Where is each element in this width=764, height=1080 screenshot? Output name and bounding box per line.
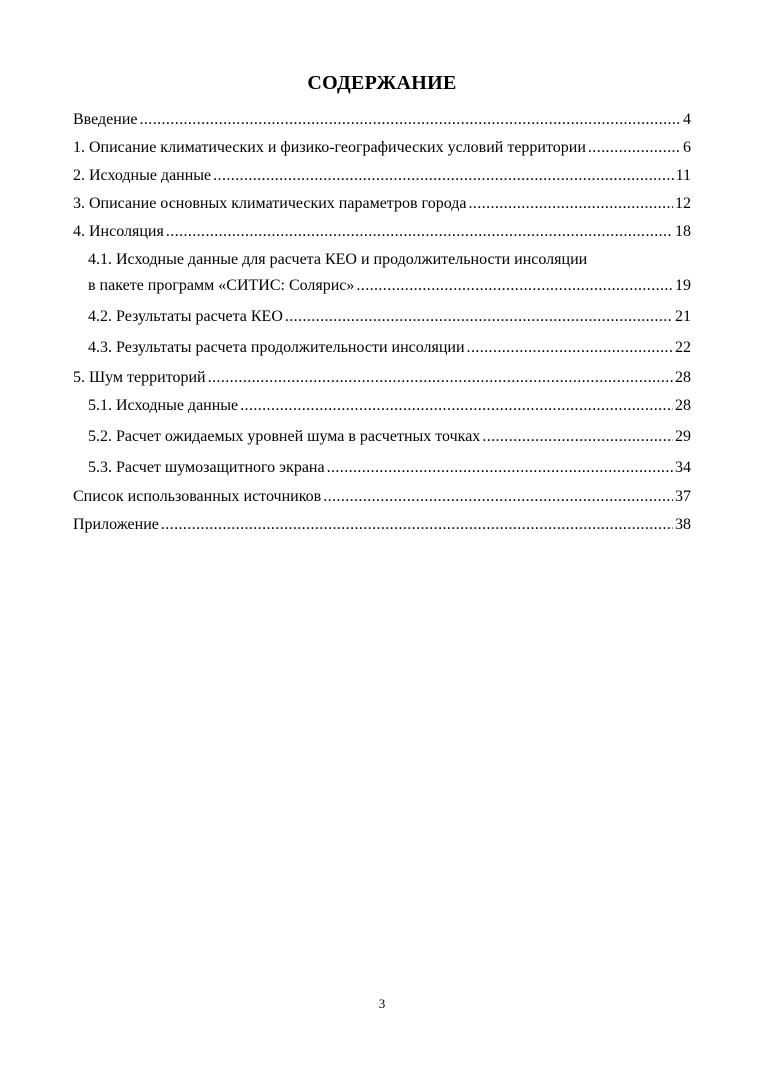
toc-entry-title: Приложение	[73, 516, 159, 533]
toc-entry-section-1[interactable]	[73, 138, 691, 158]
dot-leader	[323, 487, 673, 507]
toc-entry-page: 28	[675, 397, 691, 414]
toc-entry-page: 22	[675, 339, 691, 356]
toc-entry-section-4-3[interactable]	[73, 338, 691, 358]
table-of-contents	[73, 110, 691, 535]
toc-entry-section-5-2[interactable]	[73, 427, 691, 447]
dot-leader	[213, 166, 673, 186]
page-number: 3	[378, 996, 386, 1011]
dot-leader	[327, 458, 673, 478]
toc-entry-section-4[interactable]	[73, 222, 691, 242]
toc-entry-page: 29	[675, 428, 691, 445]
toc-entry-section-2[interactable]	[73, 166, 691, 186]
toc-entry-appendix[interactable]	[73, 515, 691, 535]
toc-entry-references[interactable]	[73, 487, 691, 507]
toc-entry-section-5[interactable]	[73, 368, 691, 388]
dot-leader	[468, 194, 673, 214]
dot-leader	[482, 427, 673, 447]
dot-leader	[208, 368, 673, 388]
toc-entry-title: 4.2. Результаты расчета КЕО	[88, 308, 283, 325]
toc-entry-page: 34	[675, 459, 691, 476]
toc-entry-section-3[interactable]	[73, 194, 691, 214]
page-title: СОДЕРЖАНИЕ	[307, 72, 457, 94]
toc-entry-section-4-1[interactable]	[73, 250, 691, 296]
dot-leader	[285, 307, 673, 327]
toc-entry-title: 3. Описание основных климатических параметров города	[73, 195, 467, 212]
toc-entry-title: 2. Исходные данные	[73, 167, 212, 184]
toc-entry-title-line-1: 4.1. Исходные данные для расчета КЕО и продолжительности инсоляции	[88, 251, 588, 268]
toc-entry-page: 19	[675, 277, 691, 294]
toc-entry-title: 5.1. Исходные данные	[88, 397, 239, 414]
toc-entry-title: 5. Шум территорий	[73, 369, 206, 386]
toc-entry-page: 37	[675, 488, 691, 505]
toc-entry-introduction[interactable]	[73, 110, 691, 130]
toc-entry-title-line-2: в пакете программ «СИТИС: Солярис»	[88, 277, 355, 294]
dot-leader	[467, 338, 673, 358]
toc-entry-page: 38	[675, 516, 691, 533]
dot-leader	[161, 515, 673, 535]
dot-leader	[588, 138, 681, 158]
toc-entry-title: 4. Инсоляция	[73, 223, 164, 240]
dot-leader	[166, 222, 673, 242]
toc-entry-title: 5.2. Расчет ожидаемых уровней шума в расчетных точках	[88, 428, 481, 445]
toc-entry-title: 5.3. Расчет шумозащитного экрана	[88, 459, 325, 476]
toc-entry-page: 4	[683, 111, 691, 128]
toc-entry-section-5-1[interactable]	[73, 396, 691, 416]
toc-entry-title: 4.3. Результаты расчета продолжительности инсоляции	[88, 339, 465, 356]
toc-entry-section-4-2[interactable]	[73, 307, 691, 327]
toc-entry-title: Список использованных источников	[73, 488, 322, 505]
toc-entry-page: 11	[675, 167, 691, 184]
toc-entry-page: 21	[675, 308, 691, 325]
toc-entry-title: 1. Описание климатических и физико-географических условий территории	[73, 139, 586, 156]
toc-entry-page: 12	[675, 195, 691, 212]
toc-entry-page: 18	[675, 223, 691, 240]
dot-leader	[240, 396, 673, 416]
dot-leader	[140, 110, 682, 130]
toc-entry-title: Введение	[73, 111, 138, 128]
toc-entry-page: 28	[675, 369, 691, 386]
toc-entry-section-5-3[interactable]	[73, 458, 691, 478]
dot-leader	[356, 276, 673, 296]
toc-entry-page: 6	[683, 139, 691, 156]
